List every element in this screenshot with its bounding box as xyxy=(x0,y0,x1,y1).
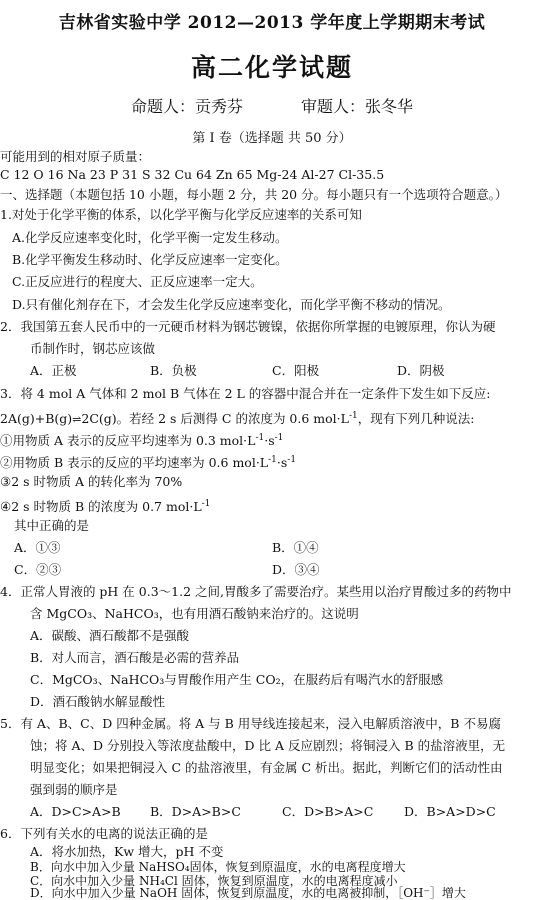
q2-option-a: A．正极 xyxy=(30,363,77,378)
q5-stem-line2: 蚀；将 A、D 分别投入等浓度盐酸中，D 比 A 反应剧烈；将铜浸入 B 的盐溶液里，无 xyxy=(30,738,506,753)
q3-statement-2-text: ②用物质 B 表示的反应的平均速率为 0.6 mol·L xyxy=(0,455,269,471)
q6-option-d: D．向水中加入少量 NaOH 固体，恢复到原温度，水的电离被抑制，［OH⁻］增大 xyxy=(30,886,466,900)
unit-exponent: -1 xyxy=(255,433,265,443)
q6-option-c: C．向水中加入少量 NH₄Cl 固体，恢复到原温度，水的电离程度减小 xyxy=(30,874,398,888)
section-title: 第 I 卷（选择题 共 50 分） xyxy=(192,131,352,146)
q2-option-b: B．负极 xyxy=(150,363,197,378)
q4-stem-line2: 含 MgCO₃、NaHCO₃，也有用酒石酸钠来治疗的。这说明 xyxy=(30,606,359,621)
q3-option-d: D．③④ xyxy=(272,562,320,577)
unit-seconds: ·s xyxy=(264,433,275,449)
q3-statement-1-text: ①用物质 A 表示的反应平均速率为 0.3 mol·L xyxy=(0,433,256,449)
unit-exponent: -1 xyxy=(268,455,277,465)
q4-stem-line1: 4．正常人胃液的 pH 在 0.3～1.2 之间,胃酸多了需要治疗。某些用以治疗胃酸过多的药物中 xyxy=(0,584,512,599)
q5-stem-line4: 强到弱的顺序是 xyxy=(30,782,118,797)
unit-seconds: ·s xyxy=(276,455,288,471)
q3-condition-end: ，现有下列几种说法: xyxy=(357,411,475,427)
q5-stem-line1: 5．有 A、B、C、D 四种金属。将 A 与 B 用导线连接起来，浸入电解质溶液中，B 不易腐 xyxy=(0,716,501,731)
q3-condition: 2C(g)。若经 2 s 后测得 C 的浓度为 0.6 mol·L xyxy=(81,411,349,427)
q1-option-b: B.化学平衡发生移动时、化学反应速率一定变化。 xyxy=(12,252,288,267)
q6-option-b: B．向水中加入少量 NaHSO₄固体，恢复到原温度，水的电离程度增大 xyxy=(30,860,406,874)
q4-option-b: B．对人而言，酒石酸是必需的营养品 xyxy=(30,650,240,665)
equilibrium-arrow-icon: ⇌ xyxy=(72,413,82,427)
q3-stem-line1: 3．将 4 mol A 气体和 2 mol B 气体在 2 L 的容器中混合并在一定条件下发生如下反应: xyxy=(0,386,491,401)
q3-statement-4-text: ④2 s 时物质 B 的浓度为 0.7 mol·L xyxy=(0,499,202,515)
q1-option-a: A.化学反应速率变化时，化学平衡一定发生移动。 xyxy=(12,230,288,245)
q5-option-a: A．D>C>A>B xyxy=(30,804,121,819)
authors-line xyxy=(0,94,544,117)
q1-option-d: D.只有催化剂存在下，才会发生化学反应速率变化，而化学平衡不移动的情况。 xyxy=(12,297,451,312)
q4-option-a: A．碳酸、酒石酸都不是强酸 xyxy=(30,628,190,643)
q2-option-c: C．阳极 xyxy=(272,363,320,378)
q1-stem: 1.对处于化学平衡的体系，以化学平衡与化学反应速率的关系可知 xyxy=(0,207,362,222)
question-setter: 命题人：贡秀芬 xyxy=(130,97,243,116)
q3-option-c: C．②③ xyxy=(14,562,62,577)
q2-stem-line2: 币制作时，钢芯应该做 xyxy=(30,341,156,356)
q2-stem-line1: 2．我国第五套人民币中的一元硬币材料为钢芯镀镍，依据你所掌握的电镀原理，你认为硬 xyxy=(0,319,496,334)
q5-option-b: B．D>A>B>C xyxy=(150,804,241,819)
q2-option-d: D．阴极 xyxy=(397,363,445,378)
q3-statement-2 xyxy=(0,451,296,472)
q4-option-d: D．酒石酸钠水解显酸性 xyxy=(30,694,166,709)
unit-exponent: -1 xyxy=(287,455,297,465)
q3-option-a: A．①③ xyxy=(14,540,61,555)
q6-stem: 6．下列有关水的电离的说法正确的是 xyxy=(0,826,208,841)
q1-option-c: C.正反应进行的程度大、正反应速率一定大。 xyxy=(12,274,263,289)
unit-exponent: -1 xyxy=(348,411,358,421)
atomic-mass-list: C 12 O 16 Na 23 P 31 S 32 Cu 64 Zn 65 Mg-24 Al-27 Cl-35.5 xyxy=(0,167,385,182)
unit-exponent: -1 xyxy=(274,433,284,443)
exam-header-title: 吉林省实验中学 2012—2013 学年度上学期期末考试 xyxy=(58,13,486,33)
exam-subject-title: 高二化学试题 xyxy=(190,53,353,82)
q3-ask: 其中正确的是 xyxy=(14,518,90,533)
part1-heading: 一、选择题（本题包括 10 小题，每小题 2 分，共 20 分。每小题只有一个选项符合题意。） xyxy=(0,187,508,202)
atomic-mass-intro: 可能用到的相对原子质量： xyxy=(0,149,151,164)
q3-stem-line2 xyxy=(0,407,474,429)
q3-reactants: 2A(g)+B(g) xyxy=(0,411,73,427)
q3-statement-1 xyxy=(0,429,283,450)
unit-exponent: -1 xyxy=(201,499,211,509)
q5-stem-line3: 明显变化；如果把铜浸入 C 的盐溶液里，有金属 C 析出。据此，判断它们的活动性由 xyxy=(30,760,503,775)
q6-option-a: A．将水加热，Kw 增大，pH 不变 xyxy=(30,844,224,859)
q3-statement-4 xyxy=(0,495,210,516)
q4-option-c: C．MgCO₃、NaHCO₃与胃酸作用产生 CO₂，在服药后有喝汽水的舒服感 xyxy=(30,672,444,687)
q3-option-b: B．①④ xyxy=(272,540,319,555)
q5-option-c: C．D>B>A>C xyxy=(282,804,374,819)
question-reviewer: 审题人：张冬华 xyxy=(301,97,414,116)
q3-statement-3: ③2 s 时物质 A 的转化率为 70% xyxy=(0,474,183,489)
q5-option-d: D．B>A>D>C xyxy=(404,804,496,819)
